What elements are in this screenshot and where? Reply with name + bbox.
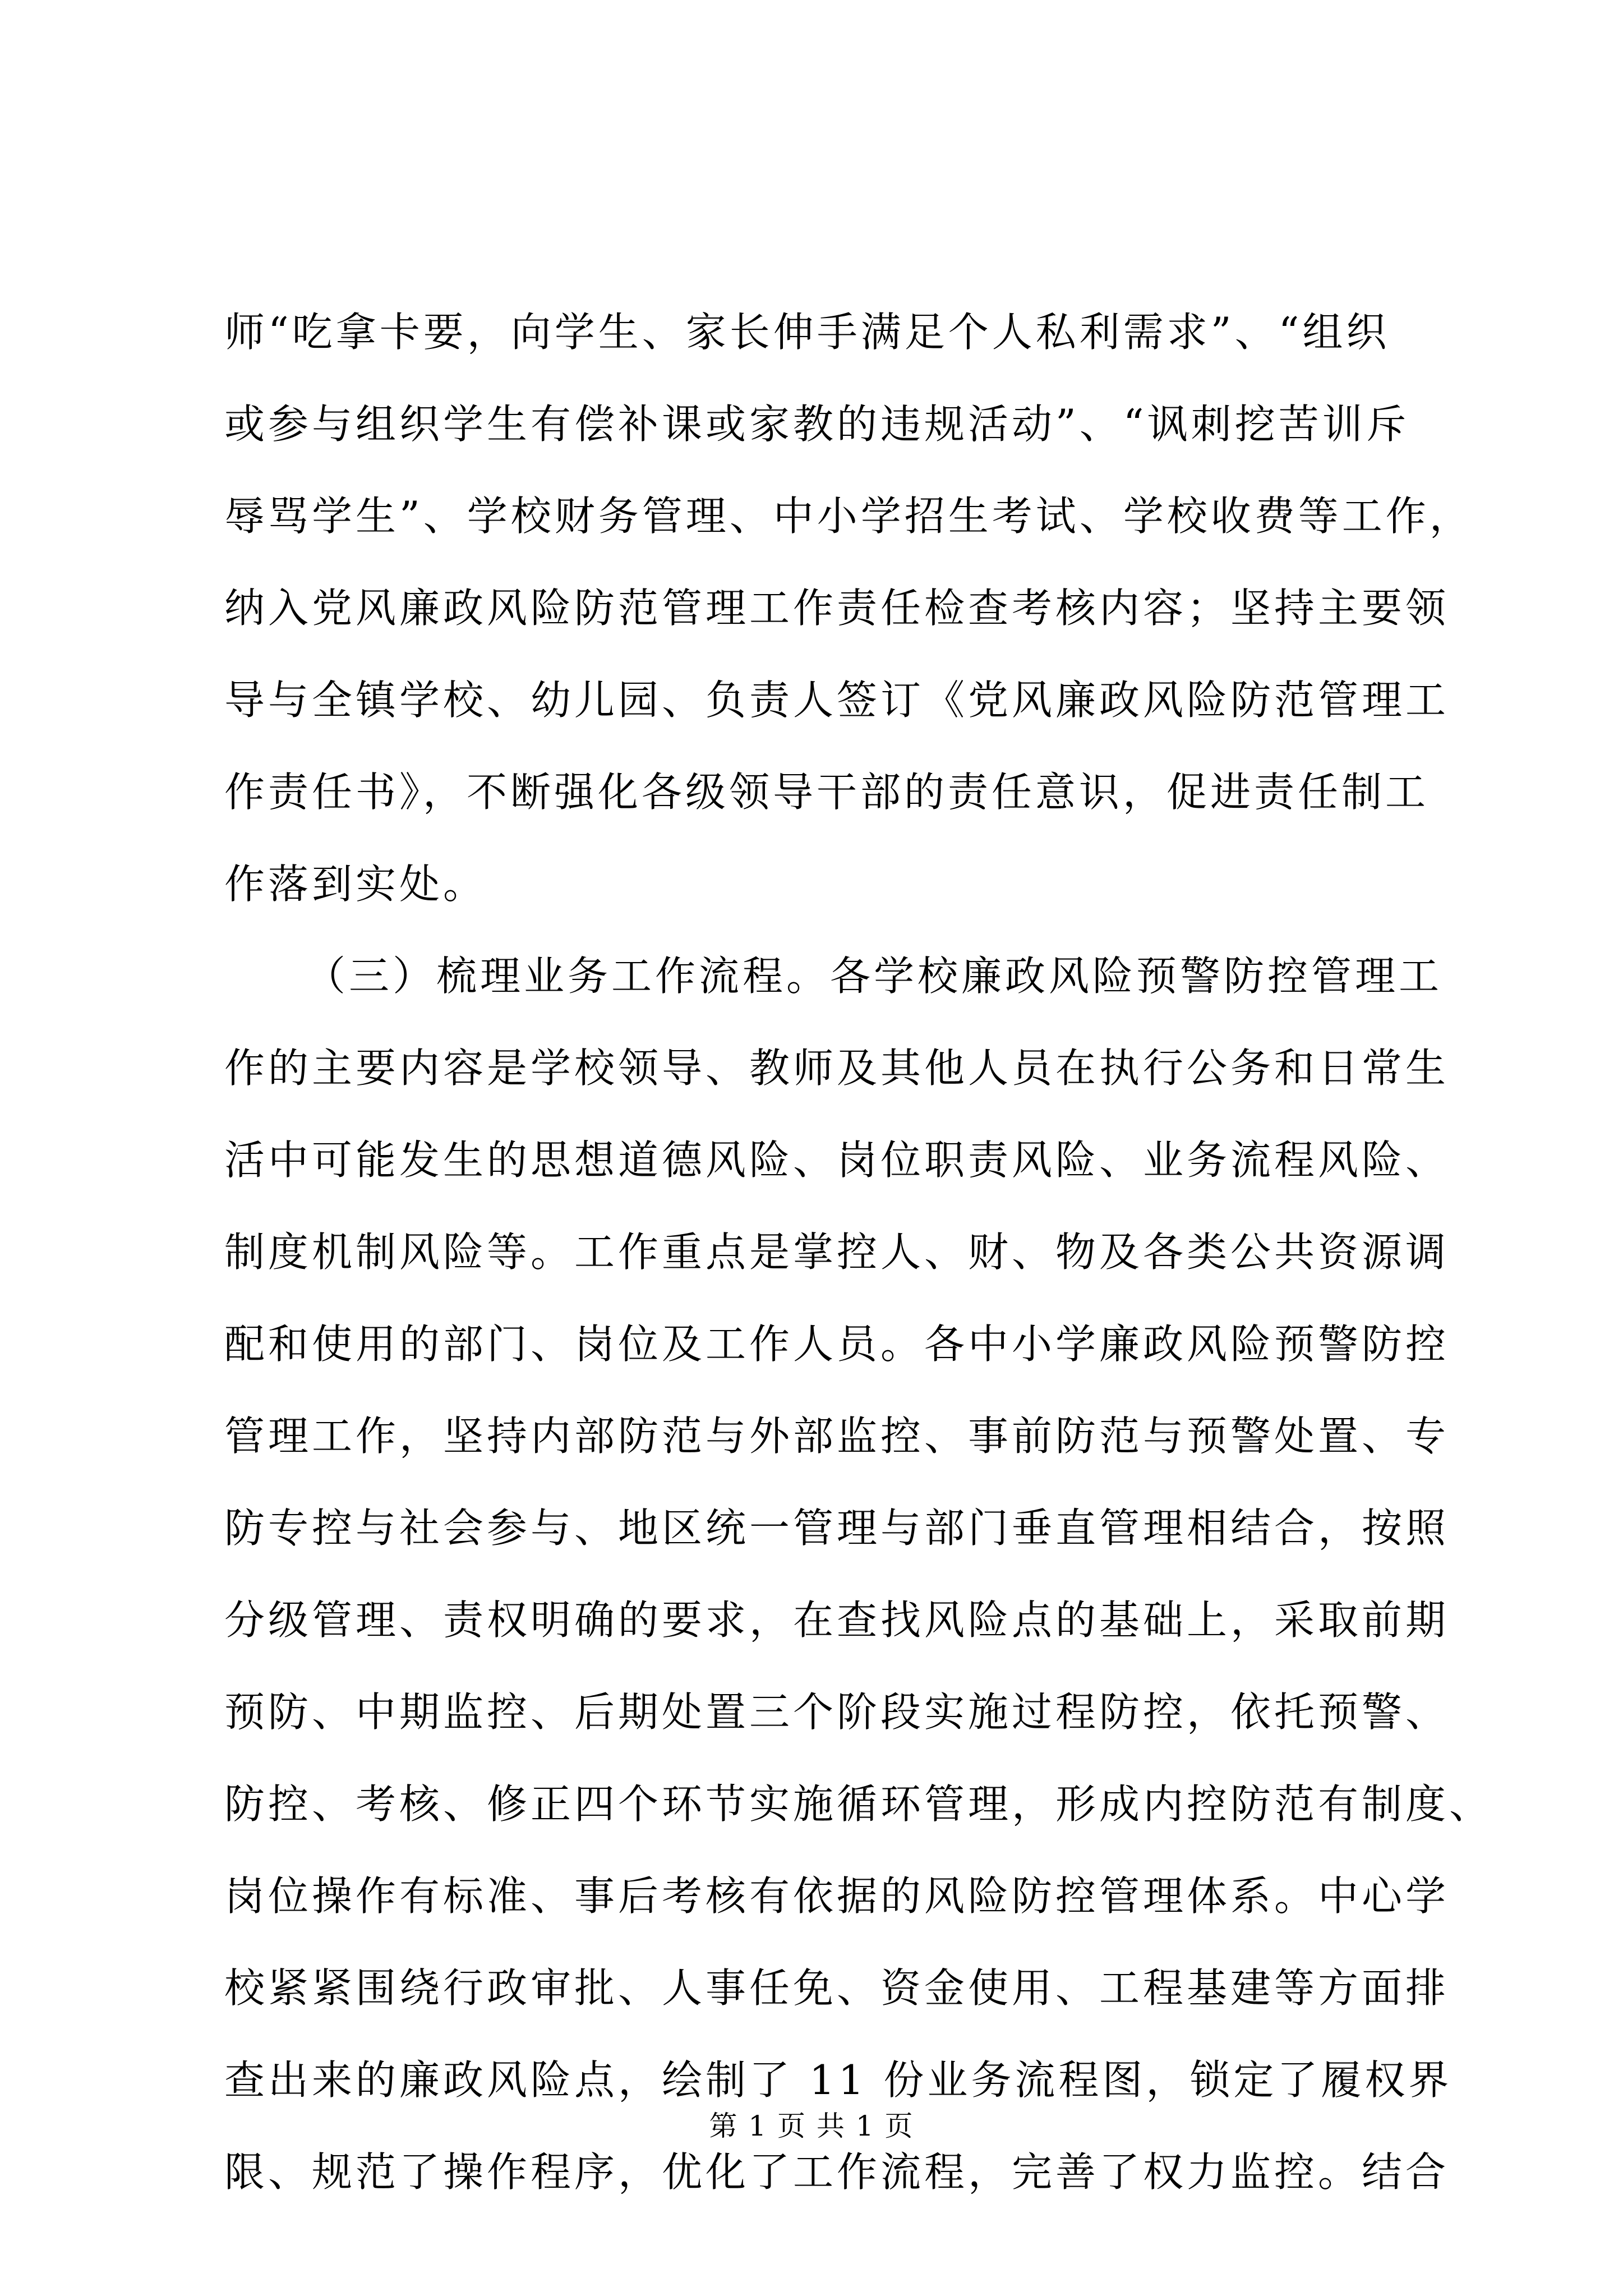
text-line: 校紧紧围绕行政审批、人事任免、资金使用、工程基建等方面排 <box>224 1964 1450 2012</box>
text-line: 预防、中期监控、后期处置三个阶段实施过程防控，依托预警、 <box>224 1688 1450 1736</box>
text-line: 管理工作，坚持内部防范与外部监控、事前防范与预警处置、专 <box>224 1412 1450 1460</box>
text-line: 限、规范了操作程序，优化了工作流程，完善了权力监控。结合 <box>224 2148 1450 2196</box>
body-text <box>224 286 1493 2218</box>
text-line: 配和使用的部门、岗位及工作人员。各中小学廉政风险预警防控 <box>224 1320 1450 1368</box>
text-line: 导与全镇学校、幼儿园、负责人签订《党风廉政风险防范管理工 <box>224 677 1450 724</box>
page-number-footer: 第 1 页 共 1 页 <box>709 2110 914 2142</box>
text-line: 制度机制风险等。工作重点是掌控人、财、物及各类公共资源调 <box>224 1228 1450 1276</box>
text-line: 防专控与社会参与、地区统一管理与部门垂直管理相结合，按照 <box>224 1504 1450 1552</box>
text-line: 纳入党风廉政风险防范管理工作责任检查考核内容；坚持主要领 <box>224 585 1450 632</box>
text-line: 查出来的廉政风险点，绘制了 11 份业务流程图，锁定了履权界 <box>224 2056 1453 2104</box>
text-line: 分级管理、责权明确的要求，在查找风险点的基础上，采取前期 <box>224 1596 1450 1644</box>
text-line: 作责任书》，不断强化各级领导干部的责任意识，促进责任制工 <box>224 769 1430 816</box>
text-line: 作的主要内容是学校领导、教师及其他人员在执行公务和日常生 <box>224 1045 1450 1092</box>
text-line: 防控、考核、修正四个环节实施循环管理，形成内控防范有制度、 <box>224 1780 1493 1828</box>
text-line: 活中可能发生的思想道德风险、岗位职责风险、业务流程风险、 <box>224 1137 1450 1184</box>
text-line: 岗位操作有标准、事后考核有依据的风险防控管理体系。中心学 <box>224 1872 1450 1920</box>
section-heading-line: （三）梳理业务工作流程。各学校廉政风险预警防控管理工 <box>305 953 1443 1000</box>
text-line: 作落到实处。 <box>224 861 487 908</box>
text-line: 师“吃拿卡要，向学生、家长伸手满足个人私利需求”、“组织 <box>224 309 1390 356</box>
text-line: 或参与组织学生有偿补课或家教的违规活动”、“讽刺挖苦训斥 <box>224 401 1410 448</box>
text-line: 辱骂学生”、学校财务管理、中小学招生考试、学校收费等工作， <box>224 493 1473 540</box>
